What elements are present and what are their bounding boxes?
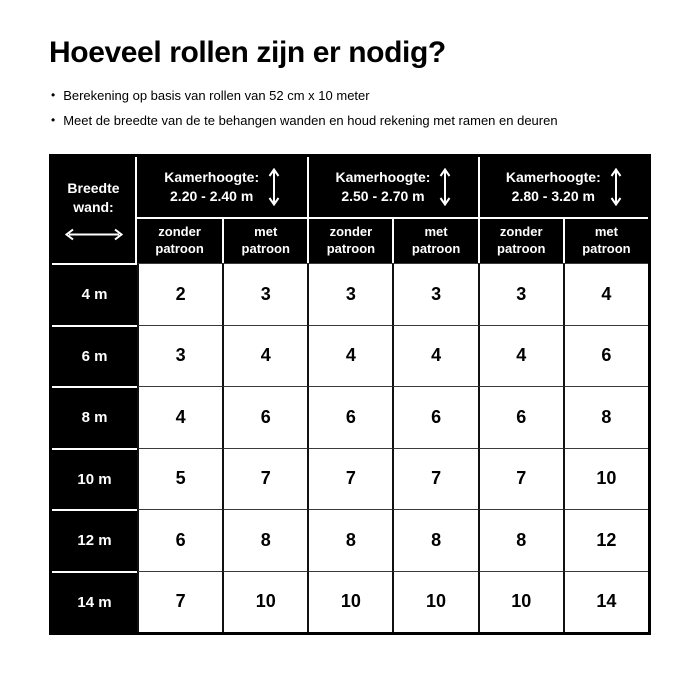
group-title: Kamerhoogte: — [164, 168, 260, 185]
group-header-kamerhoogte-280-320 — [478, 157, 648, 217]
up-down-arrow-icon — [268, 168, 280, 206]
subheader-met-patroon: met patroon — [563, 217, 648, 263]
table-cell: 3 — [137, 325, 222, 387]
table-cell: 7 — [478, 448, 563, 510]
row-label: 8 m — [52, 386, 137, 448]
table-cell: 4 — [563, 263, 648, 325]
page-title: Hoeveel rollen zijn er nodig? — [49, 36, 446, 69]
left-right-arrow-icon — [65, 228, 123, 241]
table-cell: 10 — [392, 571, 477, 633]
table-cell: 8 — [222, 509, 307, 571]
table-cell: 12 — [563, 509, 648, 571]
corner-header-breedte-wand — [52, 157, 137, 263]
row-label: 10 m — [52, 448, 137, 510]
group-header-kamerhoogte-220-240 — [137, 157, 307, 217]
table-cell: 3 — [392, 263, 477, 325]
bullet-dot-icon: • — [51, 88, 56, 102]
subheader-met-patroon: met patroon — [222, 217, 307, 263]
bullet-text: Berekening op basis van rollen van 52 cm x 10 meter — [63, 88, 370, 103]
row-label: 6 m — [52, 325, 137, 387]
group-range: 2.80 - 3.20 m — [511, 188, 595, 205]
table-cell: 14 — [563, 571, 648, 633]
table-cell: 2 — [137, 263, 222, 325]
table-cell: 4 — [137, 386, 222, 448]
up-down-arrow-icon — [439, 168, 451, 206]
table-cell: 3 — [307, 263, 392, 325]
table-cell: 4 — [478, 325, 563, 387]
table-cell: 7 — [392, 448, 477, 510]
table-cell: 3 — [478, 263, 563, 325]
subheader-zonder-patroon: zonder patroon — [307, 217, 392, 263]
table-cell: 8 — [563, 386, 648, 448]
table-cell: 6 — [478, 386, 563, 448]
table-cell: 7 — [137, 571, 222, 633]
bullet-text: Meet de breedte van de te behangen wanden en houd rekening met ramen en deuren — [63, 112, 558, 128]
table-cell: 10 — [478, 571, 563, 633]
subheader-zonder-patroon: zonder patroon — [478, 217, 563, 263]
table-cell: 10 — [307, 571, 392, 633]
up-down-arrow-icon — [610, 168, 622, 206]
table-cell: 3 — [222, 263, 307, 325]
group-header-kamerhoogte-250-270 — [307, 157, 477, 217]
table-cell: 6 — [392, 386, 477, 448]
bullet-item — [51, 87, 651, 105]
table-cell: 7 — [222, 448, 307, 510]
row-label: 14 m — [52, 571, 137, 633]
table-cell: 8 — [392, 509, 477, 571]
table-cell: 7 — [307, 448, 392, 510]
table-cell: 4 — [392, 325, 477, 387]
group-title: Kamerhoogte: — [505, 168, 601, 185]
rolls-needed-table — [49, 154, 651, 635]
row-label: 12 m — [52, 509, 137, 571]
table-cell: 10 — [222, 571, 307, 633]
row-label: 4 m — [52, 263, 137, 325]
group-range: 2.50 - 2.70 m — [341, 188, 425, 205]
bullet-dot-icon: • — [51, 112, 56, 127]
table-cell: 5 — [137, 448, 222, 510]
table-cell: 6 — [137, 509, 222, 571]
bullet-item — [51, 112, 651, 130]
table-cell: 4 — [307, 325, 392, 387]
table-cell: 10 — [563, 448, 648, 510]
table-cell: 6 — [222, 386, 307, 448]
table-cell: 6 — [563, 325, 648, 387]
group-range: 2.20 - 2.40 m — [170, 188, 254, 205]
corner-header-label: Breedte wand: — [67, 179, 120, 215]
table-cell: 8 — [307, 509, 392, 571]
table-cell: 4 — [222, 325, 307, 387]
subheader-zonder-patroon: zonder patroon — [137, 217, 222, 263]
bullet-list — [51, 87, 651, 129]
table-cell: 8 — [478, 509, 563, 571]
subheader-met-patroon: met patroon — [392, 217, 477, 263]
group-title: Kamerhoogte: — [335, 168, 431, 185]
table-cell: 6 — [307, 386, 392, 448]
